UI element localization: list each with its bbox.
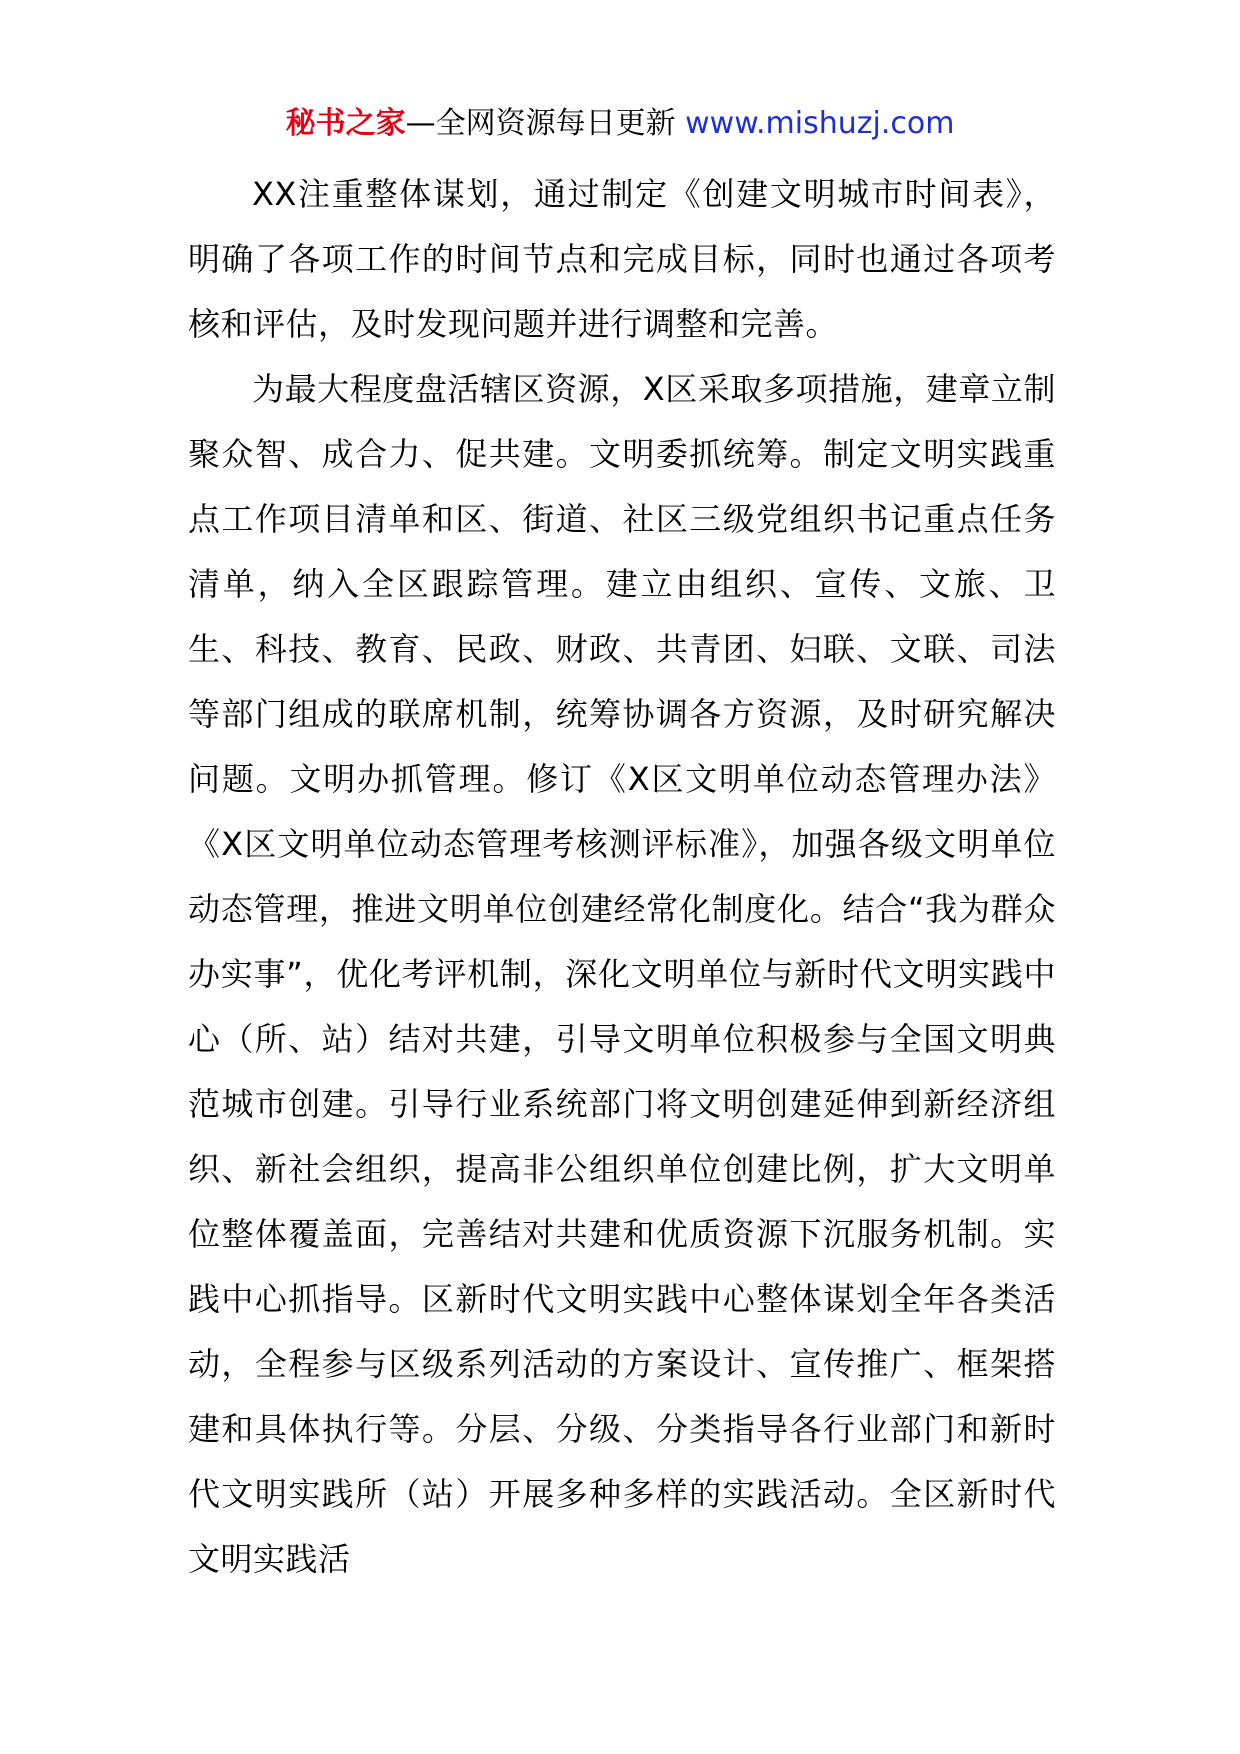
paragraph: XX注重整体谋划，通过制定《创建文明城市时间表》，明确了各项工作的时间节点和完成目标，同时也通过各项考核和评估，及时发现问题并进行调整和完善。 bbox=[188, 175, 1056, 343]
site-brand: 秘书之家 bbox=[285, 106, 406, 141]
site-header bbox=[0, 104, 1240, 144]
document-body bbox=[188, 162, 1056, 1592]
paragraph: 为最大程度盘活辖区资源，X区采取多项措施，建章立制聚众智、成合力、促共建。文明委抓统筹。制定文明实践重点工作项目清单和区、街道、社区三级党组织书记重点任务清单，纳入全区跟踪管理。建立由组织、宣传、文旅、卫生、科技、教育、民政、财政、共青团、妇联、文联、司法等部门组成的联席机制，统筹协调各方资源，及时研究解决问题。文明办抓管理。修订《X区文明单位动态管理办法》《X区文明单位动态管理考核测评标准》，加强各级文明单位动态管理，推进文明单位创建经常化制度化。结合“我为群众办实事”，优化考评机制，深化文明单位与新时代文明实践中心（所、站）结对共建，引导文明单位积极参与全国文明典范城市创建。引导行业系统部门将文明创建延伸到新经济组织、新社会组织，提高非公组织单位创建比例，扩大文明单位整体覆盖面，完善结对共建和优质资源下沉服务机制。实践中心抓指导。区新时代文明实践中心整体谋划全年各类活动，全程参与区级系列活动的方案设计、宣传推广、框架搭建和具体执行等。分层、分级、分类指导各行业部门和新时代文明实践所（站）开展多种多样的实践活动。全区新时代文明实践活 bbox=[188, 370, 1056, 1578]
site-url-link[interactable]: www.mishuzj.com bbox=[685, 106, 955, 141]
site-slogan: —全网资源每日更新 bbox=[405, 106, 676, 141]
